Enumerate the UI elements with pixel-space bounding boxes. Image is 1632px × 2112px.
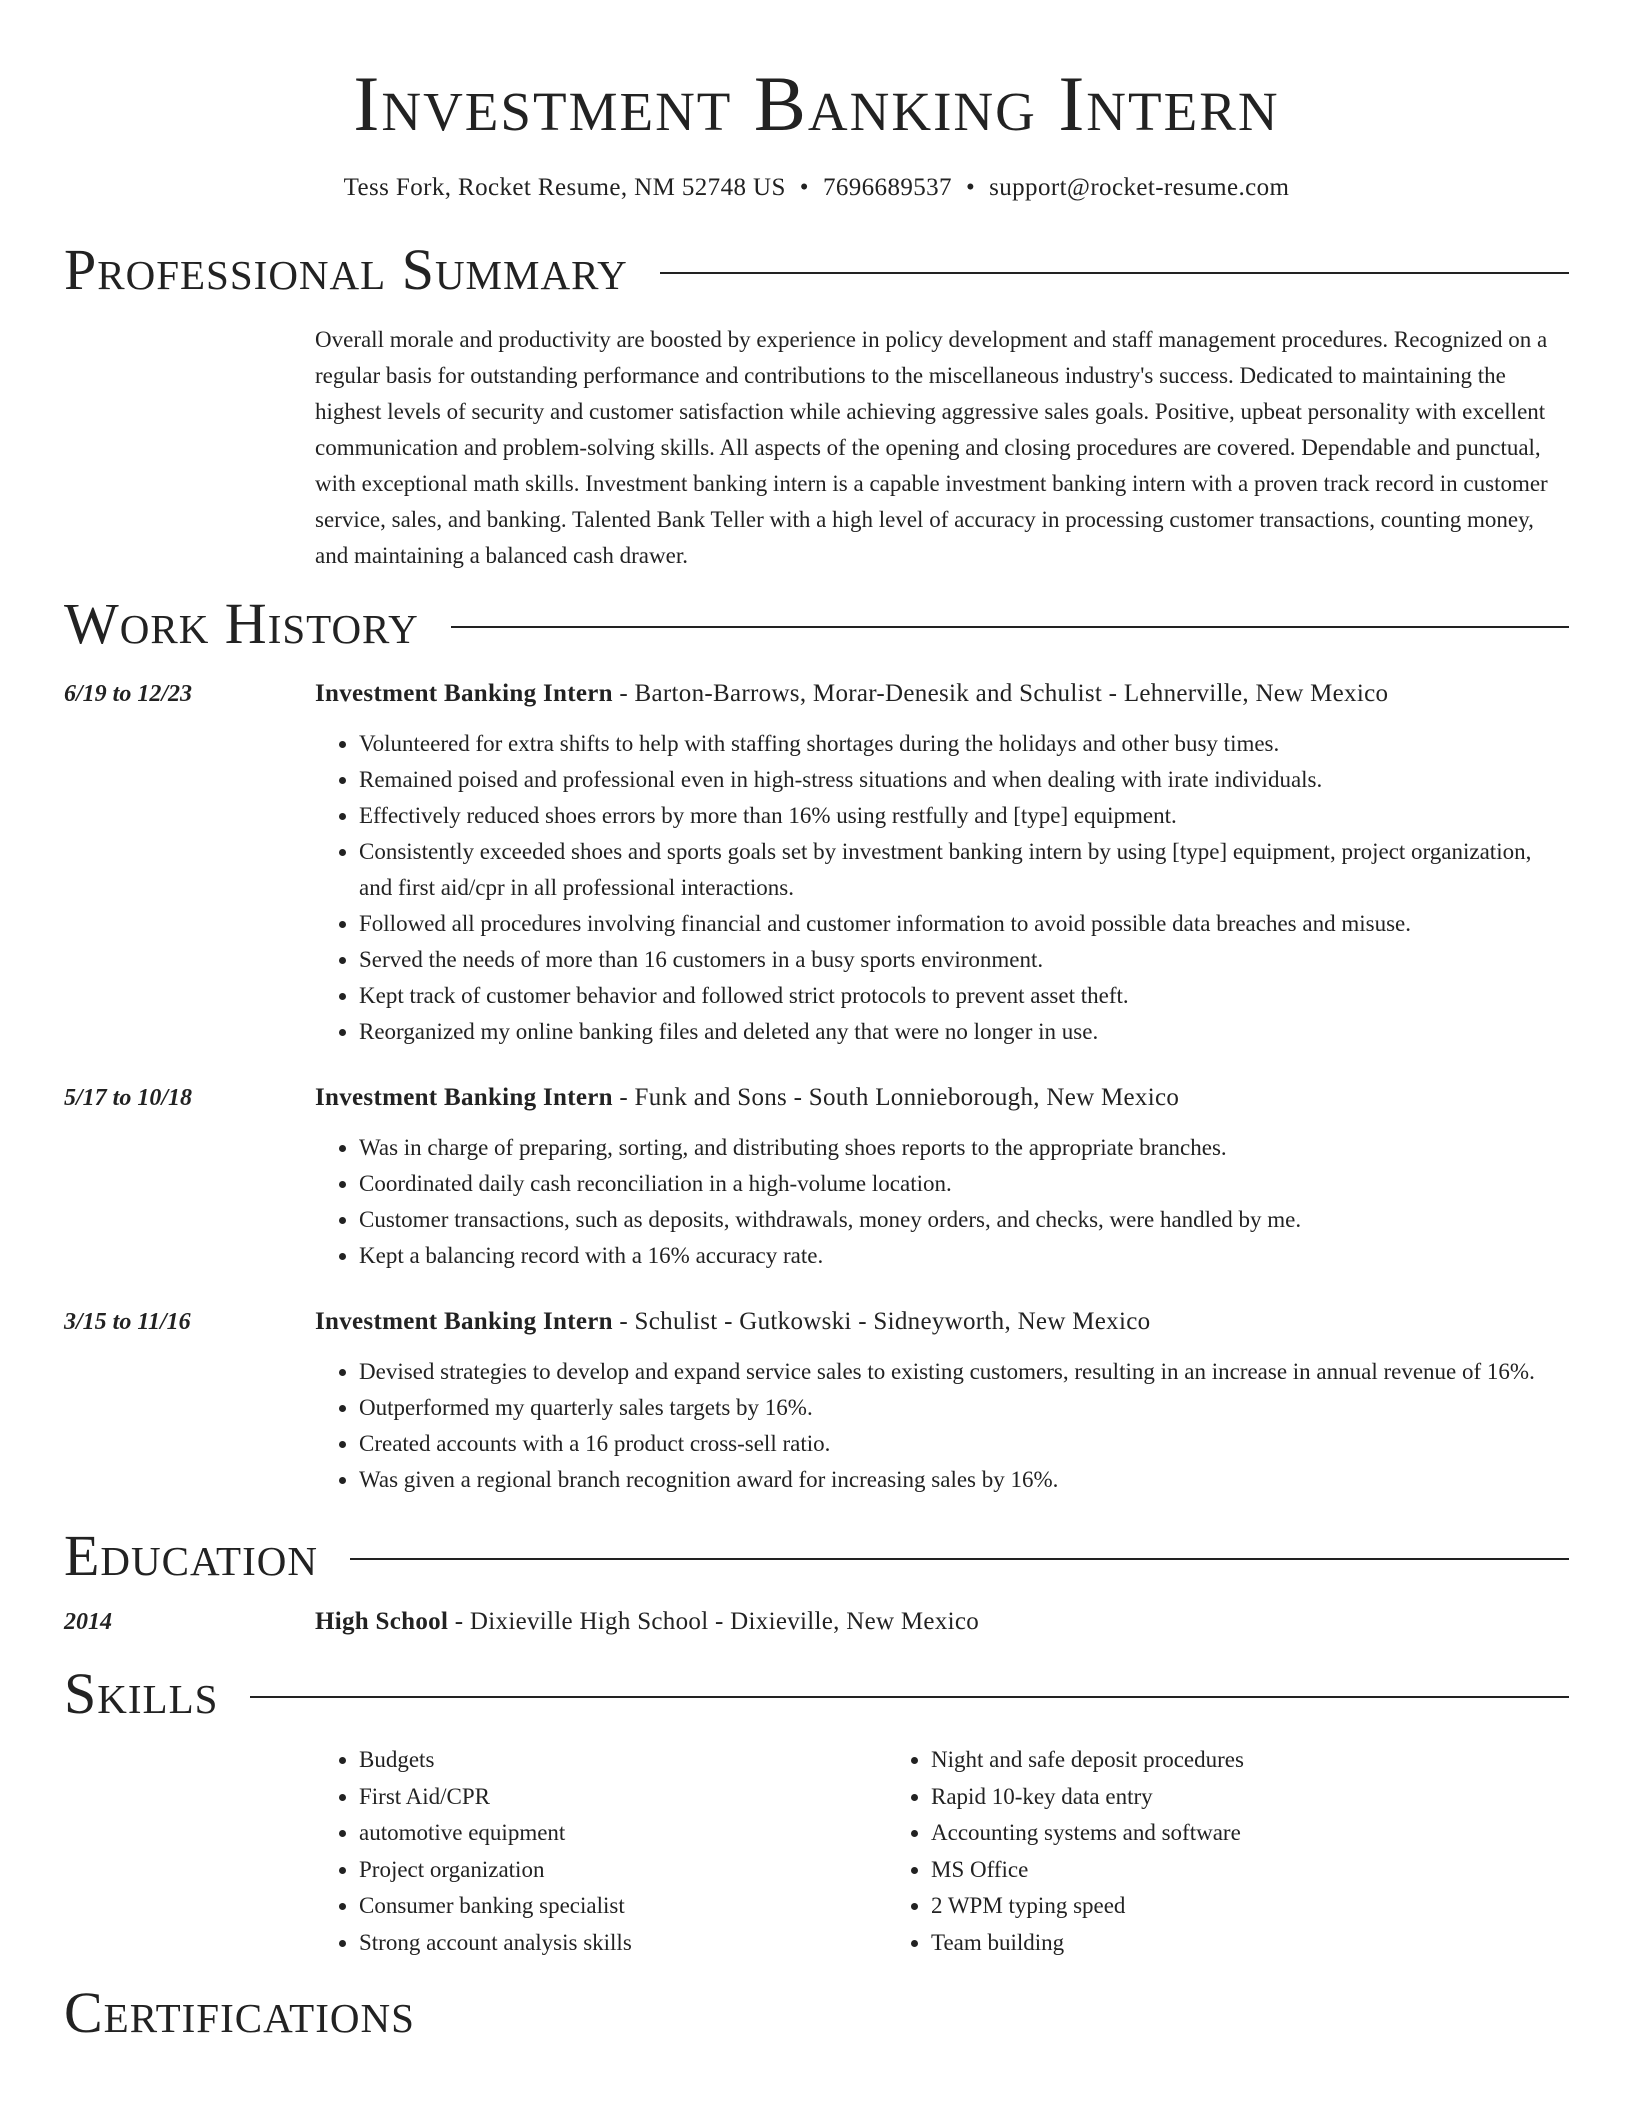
job-employer-location: - Schulist - Gutkowski - Sidneyworth, New Mexico <box>612 1308 1151 1335</box>
skill-item: • 2 WPM typing speed <box>931 1888 1569 1925</box>
education-year: 2014 <box>64 1609 112 1635</box>
job-bullet: • Customer transactions, such as deposits, withdrawals, money orders, and checks, were handled by me. <box>359 1202 1569 1238</box>
job-bullet: • Created accounts with a 16 product cross-sell ratio. <box>359 1426 1569 1462</box>
work-section-title: Work History <box>64 591 419 656</box>
skills-list <box>315 1742 1569 1961</box>
skills-section-title: Skills <box>64 1661 219 1726</box>
skill-item: • MS Office <box>931 1852 1569 1889</box>
education-details: - Dixieville High School - Dixieville, New Mexico <box>448 1608 980 1635</box>
job-title-line <box>315 1080 1569 1116</box>
job-bullet: • Kept track of customer behavior and followed strict protocols to prevent asset theft. <box>359 978 1569 1014</box>
skill-item: • Night and safe deposit procedures <box>931 1742 1569 1779</box>
skills-bullet-list <box>887 1742 1569 1961</box>
section-divider <box>660 272 1569 274</box>
job-content <box>315 1080 1569 1274</box>
job-bullet: • Consistently exceeded shoes and sports goals set by investment banking intern by using [type] equipment, project organization, and first aid/cpr in all professional interactions. <box>359 834 1569 906</box>
work-history-list <box>64 676 1569 1498</box>
job-employer-location: - Barton-Barrows, Morar-Denesik and Schulist - Lehnerville, New Mexico <box>612 680 1389 707</box>
job-bullet: • Devised strategies to develop and expand service sales to existing customers, resulting in an increase in annual revenue of 16%. <box>359 1354 1569 1390</box>
summary-text: Overall morale and productivity are boosted by experience in policy development and staff management procedures. Recognized on a regular basis for outstanding performance and contributions to the miscellaneous industry's success. Dedicated to maintaining the highest levels of security and customer satisfaction while achieving aggressive sales goals. Positive, upbeat personality with excellent communication and problem-solving skills. All aspects of the opening and closing procedures are covered. Dependable and punctual, with exceptional math skills. Investment banking intern is a capable investment banking intern with a proven track record in customer service, sales, and banking. Talented Bank Teller with a high level of accuracy in processing customer transactions, counting money, and maintaining a balanced cash drawer. <box>315 327 1548 568</box>
job-entry <box>64 676 1569 1050</box>
contact-line <box>64 174 1569 202</box>
education-line <box>315 1604 1569 1640</box>
job-dates: 3/15 to 11/16 <box>64 1309 191 1335</box>
job-role: Investment Banking Intern <box>315 1308 613 1335</box>
skill-item: • Rapid 10-key data entry <box>931 1779 1569 1816</box>
contact-separator: • <box>799 174 809 201</box>
resume-name: Investment Banking Intern <box>353 60 1280 147</box>
job-bullet: • Volunteered for extra shifts to help with staffing shortages during the holidays and other busy times. <box>359 726 1569 762</box>
section-divider <box>350 1558 1569 1560</box>
section-divider <box>250 1696 1569 1698</box>
job-employer-location: - Funk and Sons - South Lonnieborough, New Mexico <box>612 1084 1180 1111</box>
job-role: Investment Banking Intern <box>315 680 613 707</box>
job-dates: 5/17 to 10/18 <box>64 1085 193 1111</box>
skill-item: • automotive equipment <box>359 1815 887 1852</box>
skill-item: • Team building <box>931 1925 1569 1962</box>
job-bullet: • Was given a regional branch recognition award for increasing sales by 16%. <box>359 1462 1569 1498</box>
job-bullet: • Effectively reduced shoes errors by more than 16% using restfully and [type] equipment. <box>359 798 1569 834</box>
contact-address: Tess Fork, Rocket Resume, NM 52748 US <box>343 174 786 201</box>
education-section-header <box>64 1524 1569 1588</box>
job-bullet: • Followed all procedures involving financial and customer information to avoid possible data breaches and misuse. <box>359 906 1569 942</box>
work-section-header <box>64 592 1569 656</box>
skill-item: • First Aid/CPR <box>359 1779 887 1816</box>
contact-separator: • <box>965 174 976 201</box>
skills-section-header <box>64 1662 1569 1726</box>
resume-page <box>64 0 1569 2045</box>
education-degree: High School <box>315 1608 449 1635</box>
job-bullet: • Served the needs of more than 16 customers in a busy sports environment. <box>359 942 1569 978</box>
job-bullet: • Was in charge of preparing, sorting, and distributing shoes reports to the appropriate branches. <box>359 1130 1569 1166</box>
skill-item: • Budgets <box>359 1742 887 1779</box>
job-entry <box>64 1304 1569 1498</box>
job-bullet: • Reorganized my online banking files and deleted any that were no longer in use. <box>359 1014 1569 1050</box>
education-section-title: Education <box>64 1523 318 1588</box>
summary-section-header <box>64 238 1569 302</box>
job-content <box>315 1304 1569 1498</box>
contact-phone: 7696689537 <box>822 174 952 201</box>
job-bullet-list <box>315 726 1569 1050</box>
job-title-line <box>315 1304 1569 1340</box>
skills-column-1 <box>315 1742 887 1961</box>
certifications-section-header <box>64 1981 1569 2045</box>
section-divider <box>451 626 1569 628</box>
certifications-section-title: Certifications <box>64 1980 415 2045</box>
job-bullet: • Outperformed my quarterly sales targets by 16%. <box>359 1390 1569 1426</box>
job-role: Investment Banking Intern <box>315 1084 613 1111</box>
job-content <box>315 676 1569 1050</box>
job-bullet: • Kept a balancing record with a 16% accuracy rate. <box>359 1238 1569 1274</box>
education-entry <box>64 1604 1569 1640</box>
skill-item: • Project organization <box>359 1852 887 1889</box>
skills-bullet-list <box>315 1742 887 1961</box>
skills-column-2 <box>887 1742 1569 1961</box>
summary-section-title: Professional Summary <box>64 237 628 302</box>
skill-item: • Consumer banking specialist <box>359 1888 887 1925</box>
contact-email: support@rocket-resume.com <box>989 174 1290 201</box>
job-bullet-list <box>315 1354 1569 1498</box>
skill-item: • Accounting systems and software <box>931 1815 1569 1852</box>
job-entry <box>64 1080 1569 1274</box>
job-bullet: • Remained poised and professional even in high-stress situations and when dealing with irate individuals. <box>359 762 1569 798</box>
skill-item: • Strong account analysis skills <box>359 1925 887 1962</box>
job-title-line <box>315 676 1569 712</box>
job-bullet-list <box>315 1130 1569 1274</box>
job-bullet: • Coordinated daily cash reconciliation in a high-volume location. <box>359 1166 1569 1202</box>
job-dates: 6/19 to 12/23 <box>64 681 193 707</box>
